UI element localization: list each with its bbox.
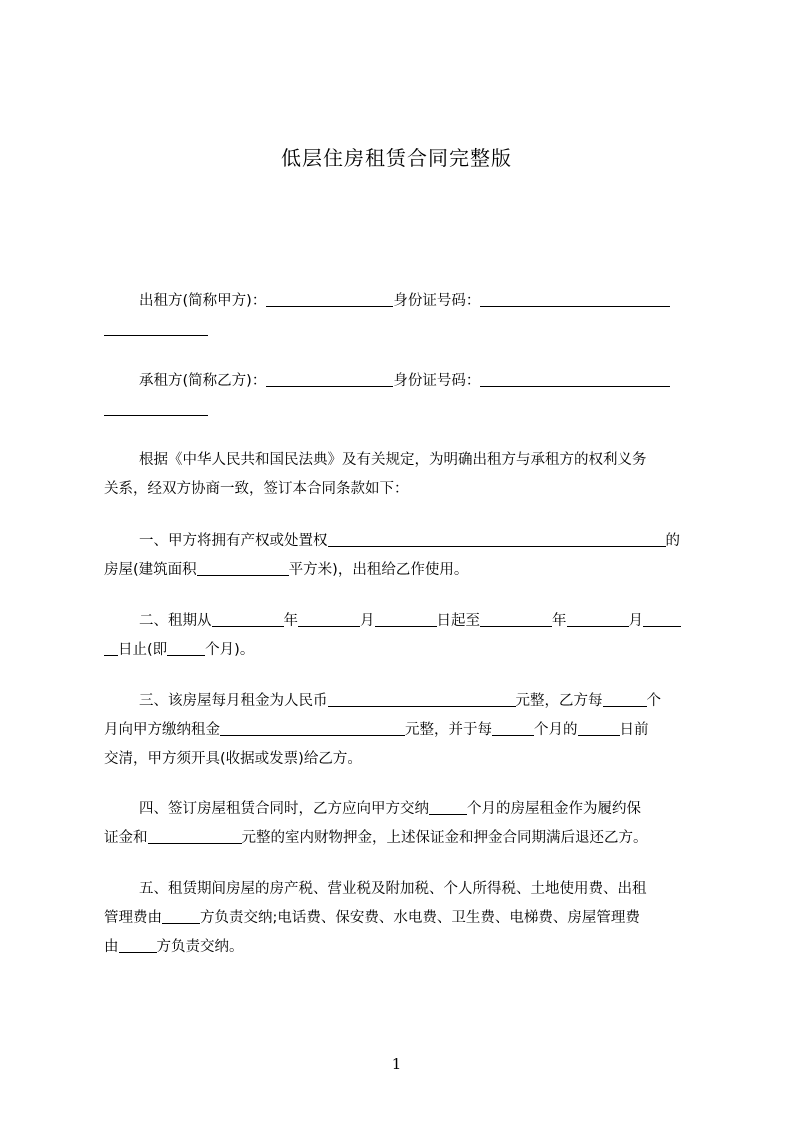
lessee-paragraph xyxy=(104,367,700,425)
pay-every-blank xyxy=(492,719,534,736)
clause-2-paragraph xyxy=(104,607,700,665)
clause-5-text-b: 方负责交纳;电话费、保安费、水电费、卫生费、电梯费、房屋管理费 xyxy=(200,910,640,926)
end-day-blank xyxy=(643,610,681,627)
clause-2-text-c: 月 xyxy=(360,613,375,629)
rent-amount-blank xyxy=(220,719,405,736)
clause-4-text-a: 四、签订房屋租赁合同时，乙方应向甲方交纳 xyxy=(139,801,429,817)
payment-interval-blank xyxy=(603,690,647,707)
intro-line-2: 关系，经双方协商一致，签订本合同条款如下： xyxy=(104,481,409,497)
clause-5-line-1: 五、租赁期间房屋的房产税、营业税及附加税、个人所得税、土地使用费、出租 xyxy=(139,881,647,897)
clause-1-text-a: 一、甲方将拥有产权或处置权 xyxy=(139,533,328,549)
clause-2-text-g: 日止(即 xyxy=(118,642,168,658)
clause-4-text-b: 个月的房屋租金作为履约保 xyxy=(467,801,641,817)
clause-3-paragraph xyxy=(104,687,700,774)
utility-fee-party-blank xyxy=(119,936,157,953)
clause-3-text-f: 个月的 xyxy=(534,722,578,738)
intro-paragraph xyxy=(104,446,700,504)
lessor-id-blank-continued xyxy=(104,319,208,336)
clause-3-text-g: 日前 xyxy=(619,722,649,738)
lessee-name-blank xyxy=(266,370,393,387)
clause-2-text-h: 个月)。 xyxy=(205,642,255,658)
start-day-blank xyxy=(375,610,437,627)
lessee-id-blank xyxy=(480,370,670,387)
clause-5-paragraph xyxy=(104,875,700,962)
management-fee-party-blank xyxy=(162,907,200,924)
clause-2-text-d: 日起至 xyxy=(436,613,480,629)
pay-day-blank xyxy=(578,719,620,736)
clause-1-text-c: 房屋(建筑面积 xyxy=(104,562,197,578)
term-months-blank xyxy=(167,639,205,656)
clause-4-text-c: 证金和 xyxy=(104,830,148,846)
monthly-rent-blank xyxy=(328,690,516,707)
clause-5-text-c: 由 xyxy=(104,939,119,955)
clause-1-text-b: 的 xyxy=(665,533,680,549)
clause-3-text-b: 元整，乙方每 xyxy=(515,693,603,709)
lessee-id-label: 身份证号码： xyxy=(393,373,481,389)
clause-4-paragraph xyxy=(104,795,700,853)
property-deposit-blank xyxy=(148,827,242,844)
clause-5-text-d: 方负责交纳。 xyxy=(156,939,244,955)
start-year-blank xyxy=(212,610,284,627)
clause-3-text-c: 个 xyxy=(646,693,661,709)
end-month-blank xyxy=(567,610,629,627)
clause-3-text-e: 元整，并于每 xyxy=(405,722,492,738)
clause-3-text-a: 三、该房屋每月租金为人民币 xyxy=(139,693,328,709)
end-year-blank xyxy=(480,610,552,627)
clause-2-text-e: 年 xyxy=(552,613,567,629)
clause-2-text-b: 年 xyxy=(283,613,298,629)
start-month-blank xyxy=(298,610,360,627)
property-location-blank xyxy=(328,530,666,547)
deposit-months-blank xyxy=(429,798,467,815)
end-day-blank-continued xyxy=(104,639,118,656)
intro-line-1: 根据《中华人民共和国民法典》及有关规定，为明确出租方与承租方的权利义务 xyxy=(139,452,647,468)
clause-3-text-h: 交清，甲方须开具(收据或发票)给乙方。 xyxy=(104,751,362,767)
clause-1-paragraph xyxy=(104,527,700,585)
clause-3-text-d: 月向甲方缴纳租金 xyxy=(104,722,220,738)
page-number: 1 xyxy=(391,1055,402,1073)
lessee-label: 承租方(简称乙方)： xyxy=(139,373,267,389)
lessor-paragraph xyxy=(104,287,700,345)
floor-area-blank xyxy=(197,559,289,576)
lessor-id-label: 身份证号码： xyxy=(393,293,481,309)
clause-5-text-a: 管理费由 xyxy=(104,910,162,926)
document-title: 低层住房租赁合同完整版 xyxy=(281,146,512,170)
lessor-name-blank xyxy=(266,290,393,307)
lessor-label: 出租方(简称甲方)： xyxy=(139,293,267,309)
lessor-id-blank xyxy=(480,290,670,307)
clause-1-text-d: 平方米)，出租给乙作使用。 xyxy=(288,562,469,578)
clause-4-text-d: 元整的室内财物押金，上述保证金和押金合同期满后退还乙方。 xyxy=(241,830,648,846)
clause-2-text-a: 二、租期从 xyxy=(139,613,212,629)
clause-2-text-f: 月 xyxy=(628,613,643,629)
lessee-id-blank-continued xyxy=(104,399,208,416)
